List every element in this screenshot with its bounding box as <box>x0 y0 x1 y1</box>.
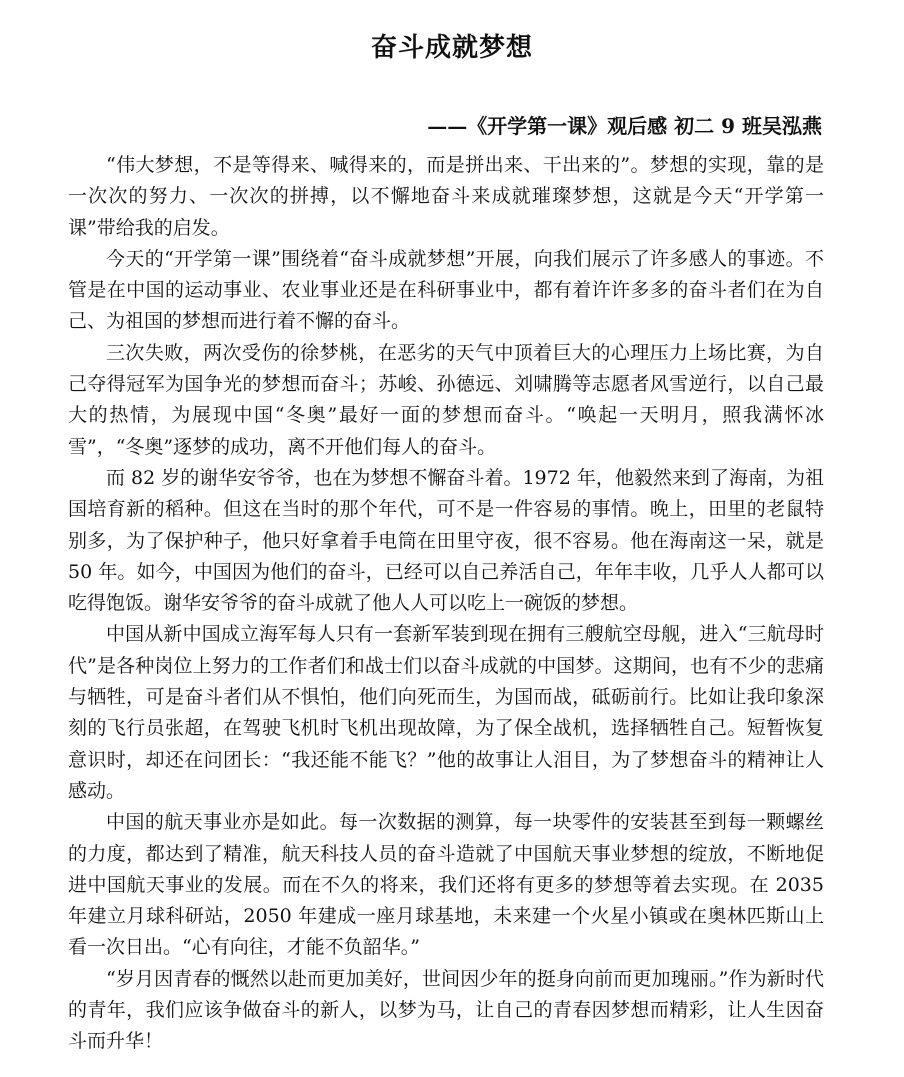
page-title: 奋斗成就梦想 <box>370 33 533 63</box>
paragraph: “岁月因青春的慨然以赴而更加美好，世间因少年的挺身向前而更加瑰丽。”作为新时代的青年，我们应该争做奋斗的新人，以梦为马，让自己的青春因梦想而精彩，让人生因奋斗而升华！ <box>68 967 824 1053</box>
paragraph: 三次失败，两次受伤的徐梦桃，在恶劣的天气中顶着巨大的心理压力上场比赛，为自己夺得冠军为国争光的梦想而奋斗；苏峻、孙德远、刘啸腾等志愿者风雪逆行，以自己最大的热情，为展现中国“冬奥”最好一面的梦想而奋斗。“唤起一天明月，照我满怀冰雪”，“冬奥”逐梦的成功，离不开他们每人的奋斗。 <box>68 341 824 458</box>
essay-body <box>68 150 824 1058</box>
paragraph: 中国从新中国成立海军每人只有一套新军装到现在拥有三艘航空母舰，进入“三航母时代”是各种岗位上努力的工作者们和战士们以奋斗成就的中国梦。这期间，也有不少的悲痛与牺牲，可是奋斗者们从不惧怕，他们向死而生，为国而战，砥砺前行。比如让我印象深刻的飞行员张超，在驾驶飞机时飞机出现故障，为了保全战机，选择牺牲自己。短暂恢复意识时，却还在问团长：“我还能不能飞？”他的故事让人泪目，为了梦想奋斗的精神让人感动。 <box>68 623 824 802</box>
subtitle-byline: ——《开学第一课》观后感 初二 9 班吴泓燕 <box>427 114 822 138</box>
paragraph: 而 82 岁的谢华安爷爷，也在为梦想不懈奋斗着。1972 年，他毅然来到了海南，为祖国培育新的稻种。但这在当时的那个年代，可不是一件容易的事情。晚上，田里的老鼠特别多，为了保护种子，他只好拿着手电筒在田里守夜，很不容易。他在海南这一呆，就是 50 年。如今，中国因为他们的奋斗，已经可以自己养活自己，年年丰收，几乎人人都可以吃得饱饭。谢华安爷爷的奋斗成就了他人人可以吃上一碗饭的梦想。 <box>68 466 824 615</box>
paragraph: “伟大梦想，不是等得来、喊得来的，而是拼出来、干出来的”。梦想的实现，靠的是一次次的努力、一次次的拼搏，以不懈地奋斗来成就璀璨梦想，这就是今天“开学第一课”带给我的启发。 <box>68 154 824 239</box>
paragraph: 今天的“开学第一课”围绕着“奋斗成就梦想”开展，向我们展示了许多感人的事迹。不管是在中国的运动事业、农业事业还是在科研事业中，都有着许许多多的奋斗者们在为自己、为祖国的梦想而进行着不懈的奋斗。 <box>68 247 824 333</box>
paragraph: 中国的航天事业亦是如此。每一次数据的测算，每一块零件的安装甚至到每一颗螺丝的力度，都达到了精准，航天科技人员的奋斗造就了中国航天事业梦想的绽放，不断地促进中国航天事业的发展。而在不久的将来，我们还将有更多的梦想等着去实现。在 2035 年建立月球科研站，2050 年建成一座月球基地，未来建一个火星小镇或在奥林匹斯山上看一次日出。“心有向往，才能不负韶华。” <box>68 811 824 959</box>
